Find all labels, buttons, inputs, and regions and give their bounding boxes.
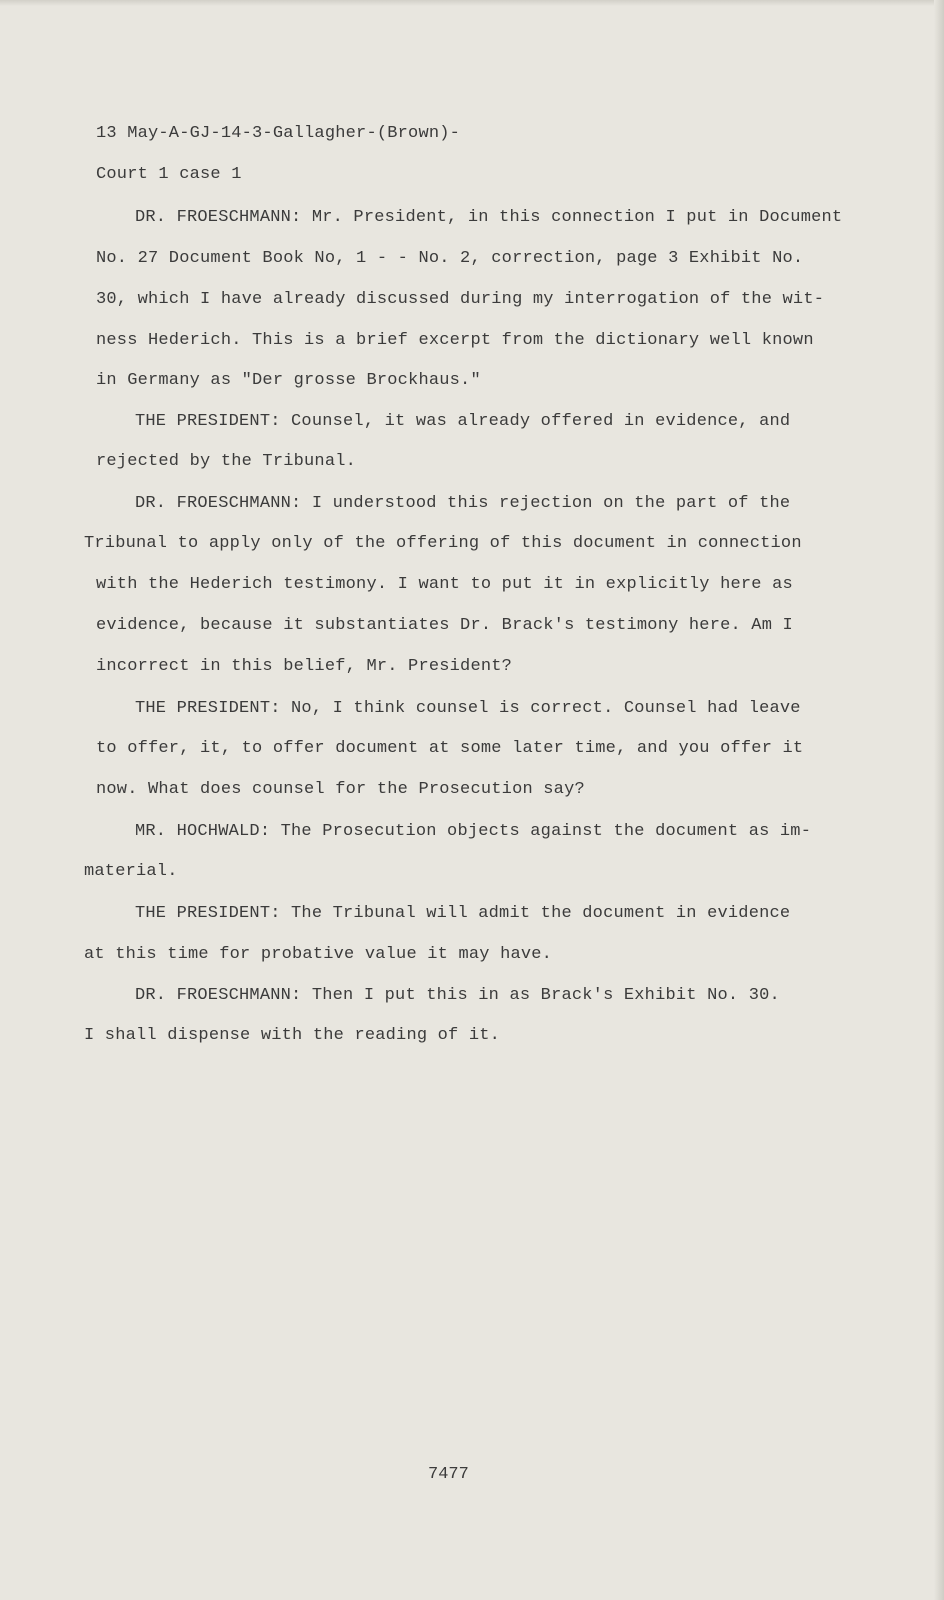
transcript-line: ness Hederich. This is a brief excerpt from the dictionary well known — [96, 331, 814, 350]
transcript-line: incorrect in this belief, Mr. President? — [96, 657, 513, 676]
transcript-line: in Germany as "Der grosse Brockhaus." — [96, 371, 481, 390]
header-court-line: Court 1 case 1 — [96, 165, 242, 184]
transcript-line: DR. FROESCHMANN: I understood this rejection on the part of the — [135, 494, 791, 513]
transcript-line: THE PRESIDENT: No, I think counsel is correct. Counsel had leave — [135, 699, 801, 718]
transcript-line: rejected by the Tribunal. — [96, 452, 357, 471]
transcript-line: now. What does counsel for the Prosecution say? — [96, 780, 585, 799]
transcript-line: evidence, because it substantiates Dr. Brack's testimony here. Am I — [96, 616, 793, 635]
transcript-line: Tribunal to apply only of the offering of this document in connection — [84, 534, 802, 553]
page-number: 7477 — [428, 1465, 469, 1484]
transcript-line: 30, which I have already discussed during my interrogation of the wit- — [96, 290, 825, 309]
transcript-line: THE PRESIDENT: The Tribunal will admit the document in evidence — [135, 904, 791, 923]
transcript-line: THE PRESIDENT: Counsel, it was already offered in evidence, and — [135, 412, 791, 431]
transcript-line: with the Hederich testimony. I want to put it in explicitly here as — [96, 575, 793, 594]
transcript-line: DR. FROESCHMANN: Mr. President, in this connection I put in Document — [135, 208, 843, 227]
transcript-line: DR. FROESCHMANN: Then I put this in as Brack's Exhibit No. 30. — [135, 986, 780, 1005]
transcript-line: No. 27 Document Book No, 1 - - No. 2, correction, page 3 Exhibit No. — [96, 249, 804, 268]
transcript-line: to offer, it, to offer document at some later time, and you offer it — [96, 739, 804, 758]
header-session-line: 13 May-A-GJ-14-3-Gallagher-(Brown)- — [96, 124, 461, 143]
transcript-line: MR. HOCHWALD: The Prosecution objects against the document as im- — [135, 822, 812, 841]
transcript-line: material. — [84, 862, 178, 881]
transcript-line: I shall dispense with the reading of it. — [84, 1026, 501, 1045]
paper-top-edge — [0, 0, 944, 6]
transcript-line: at this time for probative value it may have. — [84, 945, 553, 964]
paper-right-edge — [934, 0, 944, 1600]
